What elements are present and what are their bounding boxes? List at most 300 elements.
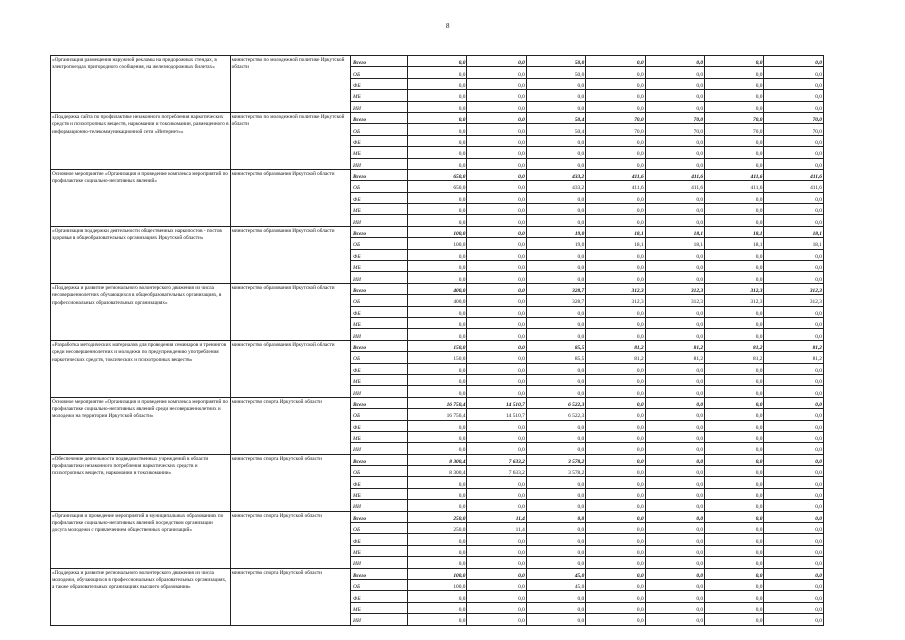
funding-value: 312,3 <box>586 283 645 294</box>
funding-value: 0,0 <box>467 158 526 169</box>
funding-value: 0,0 <box>764 135 824 146</box>
funding-value: 0,0 <box>645 386 704 397</box>
funding-value: 6 522,3 <box>526 397 585 408</box>
activity-description: Основное мероприятие «Организация и проведение комплекса мероприятий по профилактике социально-негативных явлений среди несовершеннолетних и молодежи на территории Иркутской области» <box>51 397 231 454</box>
funding-source: ФБ <box>351 420 408 431</box>
funding-value: 0,0 <box>764 545 824 556</box>
funding-value: 0,0 <box>586 317 645 328</box>
funding-value: 0,0 <box>586 329 645 340</box>
funding-value: 0,0 <box>764 431 824 442</box>
funding-value: 433,2 <box>526 181 585 192</box>
funding-source: ИИ <box>351 557 408 568</box>
funding-value: 0,0 <box>467 169 526 180</box>
table-row <box>51 340 824 351</box>
funding-value: 0,0 <box>705 374 764 385</box>
funding-value: 0,0 <box>586 511 645 522</box>
page-number: 8 <box>446 22 450 30</box>
funding-value: 0,0 <box>467 363 526 374</box>
funding-source: ИИ <box>351 215 408 226</box>
funding-value: 0,0 <box>645 579 704 590</box>
funding-value: 0,0 <box>645 192 704 203</box>
funding-value: 411,6 <box>645 181 704 192</box>
funding-value: 0,0 <box>526 523 585 534</box>
funding-source: ИИ <box>351 329 408 340</box>
activity-description: «Организация и проведение мероприятий в муниципальных образованиях по профилактике социально-негативных явлений посредством организации досуга молодежи с привлечением общественных организаций» <box>51 511 231 568</box>
funding-value: 0,0 <box>408 443 467 454</box>
funding-value: 0,0 <box>705 568 764 579</box>
funding-value: 0,0 <box>586 420 645 431</box>
funding-value: 18,1 <box>586 238 645 249</box>
funding-value: 0,0 <box>764 602 824 613</box>
activity-description: «Поддержка и развитие регионального волонтерского движения из числа молодежи, обучающихся в профессиональных образовательных организациях, а также образовательных организациях высшего образования» <box>51 568 231 625</box>
funding-value: 0,0 <box>645 272 704 283</box>
funding-value: 0,0 <box>764 306 824 317</box>
funding-value: 0,0 <box>645 568 704 579</box>
funding-value: 0,0 <box>645 397 704 408</box>
funding-value: 70,0 <box>586 124 645 135</box>
responsible-executor: министерство образования Иркутской области <box>230 340 350 397</box>
funding-value: 70,0 <box>705 112 764 123</box>
funding-value: 0,0 <box>408 67 467 78</box>
funding-source: МБ <box>351 545 408 556</box>
funding-value: 0,0 <box>526 306 585 317</box>
funding-value: 0,0 <box>467 340 526 351</box>
funding-value: 150,0 <box>408 340 467 351</box>
funding-value: 0,0 <box>586 135 645 146</box>
funding-value: 0,0 <box>408 477 467 488</box>
activity-description: «Обеспечение деятельности подведомственных учреждений в области профилактики незаконного потребления наркотических средств и психотропных веществ, наркомании и токсикомании» <box>51 454 231 511</box>
funding-source: ФБ <box>351 306 408 317</box>
funding-value: 0,0 <box>586 545 645 556</box>
funding-value: 0,0 <box>526 602 585 613</box>
funding-value: 0,0 <box>586 477 645 488</box>
funding-source: ИИ <box>351 500 408 511</box>
funding-value: 0,0 <box>764 147 824 158</box>
funding-value: 81,2 <box>645 340 704 351</box>
funding-value: 19,0 <box>526 238 585 249</box>
funding-value: 18,1 <box>645 238 704 249</box>
funding-value: 0,0 <box>645 101 704 112</box>
funding-value: 0,0 <box>645 147 704 158</box>
funding-value: 0,0 <box>586 579 645 590</box>
funding-value: 0,0 <box>764 386 824 397</box>
funding-value: 0,0 <box>586 443 645 454</box>
funding-source: ФБ <box>351 477 408 488</box>
funding-value: 0,0 <box>764 215 824 226</box>
funding-value: 0,0 <box>408 386 467 397</box>
funding-value: 0,0 <box>586 158 645 169</box>
funding-value: 0,0 <box>467 477 526 488</box>
funding-value: 0,0 <box>764 454 824 465</box>
funding-value: 11,4 <box>467 511 526 522</box>
funding-value: 0,0 <box>467 261 526 272</box>
funding-value: 70,0 <box>764 112 824 123</box>
funding-value: 0,0 <box>645 261 704 272</box>
funding-source: ИИ <box>351 614 408 625</box>
funding-value: 50,0 <box>526 56 585 67</box>
funding-value: 0,0 <box>467 488 526 499</box>
funding-value: 0,0 <box>705 477 764 488</box>
funding-value: 50,0 <box>526 67 585 78</box>
funding-value: 0,0 <box>764 523 824 534</box>
funding-value: 0,0 <box>645 363 704 374</box>
funding-value: 411,6 <box>705 181 764 192</box>
funding-value: 0,0 <box>586 374 645 385</box>
funding-value: 0,0 <box>645 158 704 169</box>
funding-value: 0,0 <box>467 215 526 226</box>
funding-value: 0,0 <box>526 249 585 260</box>
funding-value: 0,0 <box>467 557 526 568</box>
funding-value: 312,3 <box>586 295 645 306</box>
funding-value: 19,0 <box>526 226 585 237</box>
funding-source: Всего <box>351 169 408 180</box>
funding-value: 0,0 <box>764 443 824 454</box>
funding-value: 0,0 <box>467 56 526 67</box>
funding-value: 312,3 <box>705 295 764 306</box>
funding-value: 0,0 <box>586 614 645 625</box>
funding-value: 150,0 <box>408 352 467 363</box>
funding-value: 0,0 <box>645 500 704 511</box>
responsible-executor: министерство образования Иркутской области <box>230 169 350 226</box>
funding-value: 0,0 <box>467 272 526 283</box>
funding-source: Всего <box>351 511 408 522</box>
funding-value: 100,0 <box>408 579 467 590</box>
funding-value: 81,2 <box>764 340 824 351</box>
funding-source: Всего <box>351 340 408 351</box>
funding-value: 18,1 <box>764 238 824 249</box>
funding-value: 411,6 <box>705 169 764 180</box>
funding-value: 0,0 <box>764 272 824 283</box>
funding-value: 81,2 <box>705 352 764 363</box>
funding-value: 0,0 <box>764 204 824 215</box>
funding-source: МБ <box>351 602 408 613</box>
funding-source: Всего <box>351 226 408 237</box>
funding-value: 0,0 <box>408 261 467 272</box>
funding-value: 18,1 <box>705 226 764 237</box>
funding-value: 0,0 <box>645 511 704 522</box>
funding-value: 0,0 <box>408 374 467 385</box>
funding-value: 0,0 <box>467 67 526 78</box>
funding-value: 70,0 <box>586 112 645 123</box>
funding-value: 0,0 <box>467 420 526 431</box>
funding-source: МБ <box>351 204 408 215</box>
funding-value: 0,0 <box>705 329 764 340</box>
funding-source: МБ <box>351 431 408 442</box>
table-row <box>51 56 824 67</box>
funding-value: 0,0 <box>586 500 645 511</box>
funding-value: 0,0 <box>764 568 824 579</box>
funding-value: 0,0 <box>586 568 645 579</box>
funding-value: 45,0 <box>526 568 585 579</box>
funding-value: 0,0 <box>408 101 467 112</box>
funding-value: 0,0 <box>526 135 585 146</box>
funding-value: 0,0 <box>586 192 645 203</box>
funding-value: 0,0 <box>764 158 824 169</box>
activity-description: «Поддержка сайта по профилактике незаконного потребления наркотических средств и психотропных веществ, наркомании и токсикомании, размещенного в информационно-телекоммуникационной сети «Интернет»» <box>51 112 231 169</box>
funding-value: 81,2 <box>586 352 645 363</box>
funding-value: 0,0 <box>645 56 704 67</box>
funding-value: 0,0 <box>467 534 526 545</box>
funding-value: 0,0 <box>467 283 526 294</box>
funding-value: 0,0 <box>467 78 526 89</box>
funding-value: 0,0 <box>645 374 704 385</box>
funding-value: 0,0 <box>764 261 824 272</box>
funding-value: 0,0 <box>408 249 467 260</box>
funding-value: 0,0 <box>467 101 526 112</box>
funding-source: ФБ <box>351 78 408 89</box>
table-row <box>51 568 824 579</box>
funding-value: 0,0 <box>467 443 526 454</box>
funding-value: 0,0 <box>645 602 704 613</box>
responsible-executor: министерство по молодежной политике Иркутской области <box>230 56 350 113</box>
funding-value: 0,0 <box>526 420 585 431</box>
funding-source: ОБ <box>351 466 408 477</box>
funding-value: 70,0 <box>645 112 704 123</box>
funding-value: 8 300,4 <box>408 454 467 465</box>
funding-value: 0,0 <box>586 386 645 397</box>
responsible-executor: министерство спорта Иркутской области <box>230 397 350 454</box>
funding-value: 0,0 <box>764 511 824 522</box>
funding-value: 0,0 <box>645 454 704 465</box>
funding-value: 0,0 <box>467 204 526 215</box>
funding-value: 0,0 <box>586 602 645 613</box>
funding-value: 0,0 <box>764 500 824 511</box>
funding-source: Всего <box>351 568 408 579</box>
funding-value: 312,3 <box>764 283 824 294</box>
funding-value: 0,0 <box>705 409 764 420</box>
funding-value: 0,0 <box>408 135 467 146</box>
funding-value: 0,0 <box>764 614 824 625</box>
funding-value: 0,0 <box>526 511 585 522</box>
funding-value: 0,0 <box>467 124 526 135</box>
funding-value: 0,0 <box>586 363 645 374</box>
funding-value: 0,0 <box>705 147 764 158</box>
funding-value: 0,0 <box>764 466 824 477</box>
funding-source: ОБ <box>351 295 408 306</box>
funding-value: 0,0 <box>586 147 645 158</box>
funding-value: 433,2 <box>526 169 585 180</box>
funding-value: 14 510,7 <box>467 409 526 420</box>
funding-value: 0,0 <box>764 488 824 499</box>
funding-value: 0,0 <box>526 329 585 340</box>
funding-value: 0,0 <box>645 306 704 317</box>
funding-source: ОБ <box>351 124 408 135</box>
funding-value: 18,1 <box>586 226 645 237</box>
funding-value: 0,0 <box>764 90 824 101</box>
funding-value: 0,0 <box>705 192 764 203</box>
funding-value: 0,0 <box>526 317 585 328</box>
funding-value: 0,0 <box>705 579 764 590</box>
responsible-executor: министерство спорта Иркутской области <box>230 568 350 625</box>
funding-value: 0,0 <box>526 272 585 283</box>
funding-value: 0,0 <box>586 67 645 78</box>
funding-value: 0,0 <box>467 602 526 613</box>
responsible-executor: министерство спорта Иркутской области <box>230 511 350 568</box>
funding-value: 0,0 <box>764 192 824 203</box>
funding-source: МБ <box>351 374 408 385</box>
funding-value: 0,0 <box>526 488 585 499</box>
table-row <box>51 511 824 522</box>
funding-value: 0,0 <box>705 614 764 625</box>
funding-value: 0,0 <box>408 192 467 203</box>
funding-value: 0,0 <box>705 261 764 272</box>
funding-value: 0,0 <box>467 431 526 442</box>
funding-value: 0,0 <box>408 488 467 499</box>
funding-value: 0,0 <box>408 317 467 328</box>
funding-value: 0,0 <box>408 557 467 568</box>
funding-value: 0,0 <box>408 215 467 226</box>
funding-value: 18,1 <box>705 238 764 249</box>
funding-value: 0,0 <box>526 215 585 226</box>
responsible-executor: министерство спорта Иркутской области <box>230 454 350 511</box>
funding-value: 0,0 <box>526 443 585 454</box>
funding-source: ИИ <box>351 158 408 169</box>
funding-source: МБ <box>351 147 408 158</box>
funding-value: 0,0 <box>645 523 704 534</box>
funding-value: 0,0 <box>705 488 764 499</box>
funding-value: 0,0 <box>705 443 764 454</box>
funding-value: 0,0 <box>526 557 585 568</box>
funding-value: 6 522,3 <box>526 409 585 420</box>
funding-source: МБ <box>351 261 408 272</box>
funding-value: 0,0 <box>467 249 526 260</box>
funding-value: 0,0 <box>526 192 585 203</box>
funding-value: 0,0 <box>467 295 526 306</box>
funding-value: 0,0 <box>467 386 526 397</box>
table-row <box>51 169 824 180</box>
funding-value: 411,6 <box>586 169 645 180</box>
funding-value: 250,0 <box>408 523 467 534</box>
funding-value: 0,0 <box>705 56 764 67</box>
funding-value: 0,0 <box>764 56 824 67</box>
funding-value: 0,0 <box>526 363 585 374</box>
funding-value: 18,1 <box>764 226 824 237</box>
funding-source: ФБ <box>351 363 408 374</box>
funding-value: 85,5 <box>526 352 585 363</box>
funding-value: 0,0 <box>764 363 824 374</box>
funding-value: 7 633,2 <box>467 454 526 465</box>
funding-value: 14 510,7 <box>467 397 526 408</box>
funding-value: 0,0 <box>467 192 526 203</box>
funding-value: 0,0 <box>408 306 467 317</box>
funding-value: 100,0 <box>408 226 467 237</box>
funding-value: 0,0 <box>705 135 764 146</box>
responsible-executor: министерство образования Иркутской области <box>230 283 350 340</box>
funding-source: МБ <box>351 317 408 328</box>
funding-value: 81,2 <box>645 352 704 363</box>
funding-value: 0,0 <box>526 591 585 602</box>
funding-value: 0,0 <box>586 261 645 272</box>
funding-value: 0,0 <box>408 147 467 158</box>
funding-value: 0,0 <box>705 158 764 169</box>
funding-value: 8 300,4 <box>408 466 467 477</box>
funding-value: 0,0 <box>764 420 824 431</box>
funding-value: 0,0 <box>586 397 645 408</box>
funding-value: 0,0 <box>586 431 645 442</box>
funding-value: 0,0 <box>705 420 764 431</box>
funding-value: 0,0 <box>705 101 764 112</box>
funding-value: 0,0 <box>705 397 764 408</box>
funding-value: 0,0 <box>526 147 585 158</box>
funding-value: 0,0 <box>705 67 764 78</box>
funding-value: 328,7 <box>526 295 585 306</box>
funding-value: 11,4 <box>467 523 526 534</box>
funding-value: 0,0 <box>645 534 704 545</box>
funding-source: ИИ <box>351 101 408 112</box>
funding-value: 0,0 <box>586 101 645 112</box>
funding-source: ФБ <box>351 591 408 602</box>
funding-source: ОБ <box>351 67 408 78</box>
funding-value: 0,0 <box>705 317 764 328</box>
funding-value: 0,0 <box>467 352 526 363</box>
funding-value: 3 578,2 <box>526 454 585 465</box>
funding-value: 0,0 <box>705 591 764 602</box>
funding-value: 0,0 <box>645 545 704 556</box>
funding-value: 0,0 <box>705 500 764 511</box>
funding-source: Всего <box>351 283 408 294</box>
funding-value: 0,0 <box>586 306 645 317</box>
funding-value: 0,0 <box>467 226 526 237</box>
funding-source: Всего <box>351 56 408 67</box>
funding-value: 0,0 <box>526 261 585 272</box>
funding-value: 0,0 <box>764 557 824 568</box>
funding-value: 0,0 <box>526 431 585 442</box>
funding-value: 411,6 <box>645 169 704 180</box>
funding-value: 0,0 <box>467 238 526 249</box>
funding-source: ИИ <box>351 443 408 454</box>
funding-value: 0,0 <box>467 147 526 158</box>
funding-value: 0,0 <box>586 488 645 499</box>
funding-value: 0,0 <box>705 545 764 556</box>
funding-value: 0,0 <box>645 466 704 477</box>
funding-value: 0,0 <box>705 431 764 442</box>
funding-value: 0,0 <box>586 454 645 465</box>
funding-value: 0,0 <box>705 534 764 545</box>
funding-value: 0,0 <box>586 215 645 226</box>
funding-value: 0,0 <box>705 602 764 613</box>
funding-value: 411,6 <box>586 181 645 192</box>
funding-value: 0,0 <box>408 602 467 613</box>
funding-value: 0,0 <box>467 591 526 602</box>
funding-value: 0,0 <box>705 78 764 89</box>
funding-value: 0,0 <box>586 272 645 283</box>
funding-value: 0,0 <box>408 545 467 556</box>
funding-value: 0,0 <box>526 545 585 556</box>
activity-description: «Разработка методических материалов для проведения семинаров и тренингов среди несовершеннолетних и молодежи по предупреждению употребления наркотических средств, токсических и психотропных веществ» <box>51 340 231 397</box>
funding-value: 0,0 <box>526 90 585 101</box>
funding-value: 0,0 <box>408 500 467 511</box>
funding-value: 0,0 <box>645 78 704 89</box>
funding-value: 0,0 <box>408 56 467 67</box>
funding-value: 0,0 <box>586 409 645 420</box>
funding-value: 400,0 <box>408 295 467 306</box>
funding-value: 0,0 <box>645 443 704 454</box>
table-row <box>51 454 824 465</box>
funding-source: ОБ <box>351 352 408 363</box>
funding-value: 0,0 <box>467 90 526 101</box>
table-row <box>51 283 824 294</box>
funding-value: 50,4 <box>526 124 585 135</box>
funding-value: 0,0 <box>645 135 704 146</box>
funding-value: 0,0 <box>408 204 467 215</box>
funding-source: ФБ <box>351 135 408 146</box>
table-row <box>51 397 824 408</box>
funding-value: 0,0 <box>705 454 764 465</box>
funding-value: 0,0 <box>586 466 645 477</box>
funding-source: ОБ <box>351 523 408 534</box>
funding-value: 312,3 <box>645 283 704 294</box>
funding-value: 0,0 <box>645 431 704 442</box>
